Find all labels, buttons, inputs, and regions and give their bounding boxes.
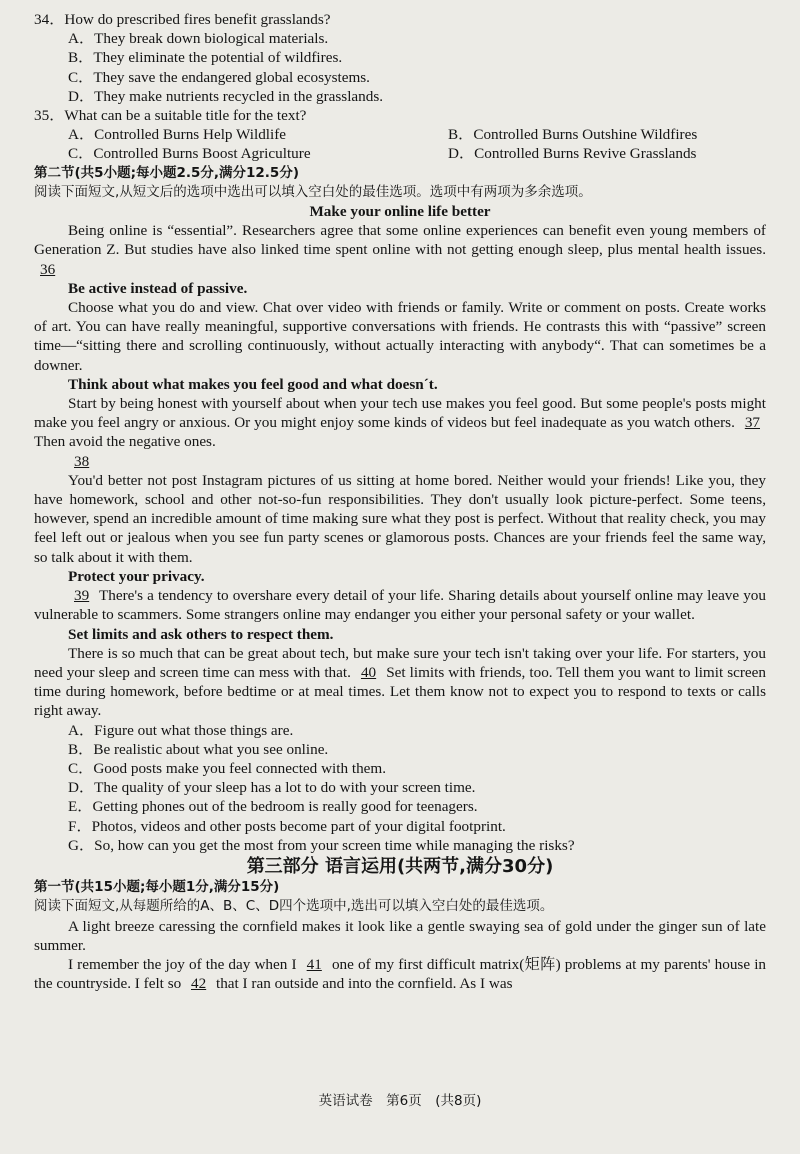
option-f: F．Photos, videos and other posts become part of your digital footprint. xyxy=(68,817,506,835)
passage-paragraph: A light breeze caressing the cornfield makes it look like a gentle swaying sea of gold under the ginger sun of late summer. xyxy=(34,917,766,954)
option-g: G．So, how can you get the most from your screen time while managing the risks? xyxy=(68,836,575,854)
section-instruction: 阅读下面短文,从短文后的选项中选出可以填入空白处的最佳选项。选项中有两项为多余选项。 xyxy=(34,183,592,200)
passage-paragraph: You'd better not post Instagram pictures of us sitting at home bored. Neither would your friends! Like you, they have homework, school and other not-so-fun responsibilities. They don't usually look picture-perfect. Some teens, however, spend an incredible amount of time making sure what they post is perfect. Without that reality check, you may feel left out or jealous when you see fun party scenes or glamorous posts. Chances are your friends feel the same way, so talk about it with them. xyxy=(34,471,766,566)
option-d: D．They make nutrients recycled in the grasslands. xyxy=(68,87,384,105)
question-35 xyxy=(34,106,766,164)
option-c: C．Good posts make you feel connected with them. xyxy=(68,759,387,777)
option-a: A．Controlled Burns Help Wildlife xyxy=(68,126,287,144)
blank-37: 37 xyxy=(744,414,760,432)
subheading: Be active instead of passive. xyxy=(68,279,248,297)
blank-40: 40 xyxy=(360,663,377,681)
subheading: Set limits and ask others to respect them. xyxy=(68,625,334,643)
blank-41: 41 xyxy=(306,955,322,973)
question-stem: 34．How do prescribed fires benefit grasslands? xyxy=(34,11,331,28)
option-list xyxy=(34,721,766,855)
option-b: B．Controlled Burns Outshine Wildfires xyxy=(448,126,698,144)
blank-42: 42 xyxy=(191,975,207,993)
passage-paragraph: Start by being honest with yourself about when your tech use makes you feel good. But some people's posts might make you feel angry or anxious. Or you might enjoy some kinds of videos but feel inadequate as you watch others. 37 Then avoid the negative ones. xyxy=(34,395,766,451)
passage-paragraph: There is so much that can be great about tech, but make sure your tech isn't taking over your life. For starters, you need your sleep and screen time can mess with that. 40 Set limits with friends, too. Tell them you want to limit screen time during homework, before bedtime or at meal times. Let them know not to expect you to respond to texts or calls right away. xyxy=(34,644,767,720)
option-a: A．They break down biological materials. xyxy=(68,30,329,48)
blank-39: 39 xyxy=(74,587,90,605)
blank-38: 38 xyxy=(74,452,90,470)
option-a: A．Figure out what those things are. xyxy=(68,721,294,739)
passage-paragraph: Being online is “essential”. Researchers agree that some online experiences can benefit even young members of Generation Z. But studies have also linked time spent online with not getting enough sleep, plus mental health issues. 36 xyxy=(34,222,766,278)
subheading: Protect your privacy. xyxy=(68,567,205,585)
option-c: C．They save the endangered global ecosystems. xyxy=(68,68,370,86)
option-d: D．Controlled Burns Revive Grasslands xyxy=(448,145,697,163)
option-d: D．The quality of your sleep has a lot to do with your screen time. xyxy=(68,779,476,797)
option-b: B．They eliminate the potential of wildfires. xyxy=(68,49,343,67)
passage-title: Make your online life better xyxy=(309,203,491,221)
section-heading: 第二节(共5小题;每小题2.5分,满分12.5分) xyxy=(34,164,299,181)
option-b: B．Be realistic about what you see online. xyxy=(68,740,329,758)
subheading: Think about what makes you feel good and what doesn´t. xyxy=(68,375,438,393)
page-footer: 英语试卷 第6页 (共8页) xyxy=(318,1093,482,1109)
question-34 xyxy=(34,10,766,106)
section-heading: 第一节(共15小题;每小题1分,满分15分) xyxy=(34,879,280,896)
section-instruction: 阅读下面短文,从每题所给的A、B、C、D四个选项中,选出可以填入空白处的最佳选项。 xyxy=(34,898,554,915)
part-heading: 第三部分 语言运用(共两节,满分30分) xyxy=(246,855,554,877)
passage-paragraph: I remember the joy of the day when I 41 one of my first difficult matrix(矩阵) problems at my parents' house in the countryside. I felt so 42 that I ran outside and into the cornfield. As I was xyxy=(34,955,767,993)
passage-paragraph: 39 There's a tendency to overshare every detail of your life. Sharing details about yourself online may leave you vulnerable to scammers. Some strangers online may endanger you either your personal safety or your wallet. xyxy=(34,587,766,624)
blank-36: 36 xyxy=(40,260,56,278)
passage-paragraph: Choose what you do and view. Chat over video with friends or family. Write or comment on posts. Create works of art. You can have really meaningful, supportive conversations with friends. He contrasts this with “passive” screen time—“sitting there and scrolling continuously, without actually interacting with anybody“. That can sometimes be a downer. xyxy=(34,299,766,374)
question-stem: 35．What can be a suitable title for the text? xyxy=(34,107,307,125)
option-e: E．Getting phones out of the bedroom is really good for teenagers. xyxy=(68,798,478,816)
option-c: C．Controlled Burns Boost Agriculture xyxy=(68,145,311,163)
